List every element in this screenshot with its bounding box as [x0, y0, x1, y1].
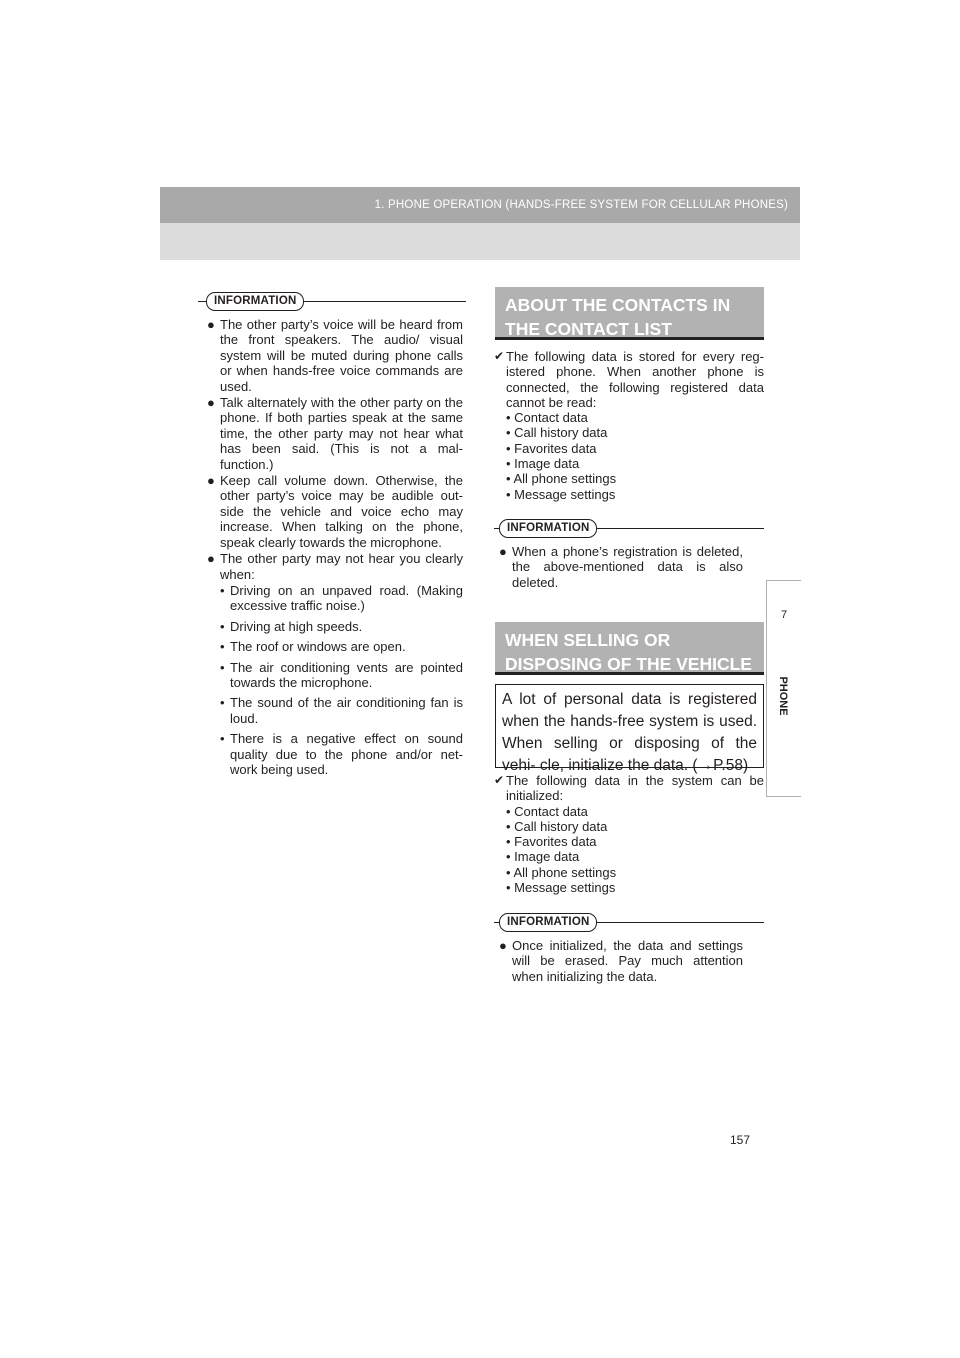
sub-list-item: • The sound of the air conditioning fan is loud. — [220, 695, 463, 726]
list-item: ● The other party may not hear you clearly when: • Driving on an unpaved road. (Making excessive traffic noise.) • Driving at high speeds. • The roof or windows are open. • The air conditioning vents are pointed towards the microphone. • The sound of the air conditioning fan is loud. • There is a negative effect on sound quality due to the phone and/or net- work being used. — [207, 551, 463, 777]
sub-list — [506, 410, 764, 502]
selling-list — [494, 773, 764, 895]
chapter-tab — [766, 580, 801, 797]
bullet-icon: ● — [499, 938, 507, 953]
page-header — [160, 187, 800, 260]
sub-list-item: • Favorites data — [506, 834, 597, 850]
list-item: ● The other party’s voice will be heard from the front speakers. The audio/ visual system will be muted during phone calls or when hands-free voice commands are used. — [207, 317, 463, 394]
sub-list-item: • Message settings — [506, 880, 616, 896]
contacts-list — [494, 349, 764, 502]
page-number: 157 — [729, 1133, 750, 1147]
information-list — [207, 317, 463, 777]
header-title: 1. PHONE OPERATION (HANDS-FREE SYSTEM FOR CELLULAR PHONES) — [374, 199, 788, 211]
sub-list-item: • There is a negative effect on sound quality due to the phone and/or net- work being used. — [220, 731, 463, 777]
check-icon: ✔ — [494, 773, 505, 787]
sub-list-item: • Driving on an unpaved road. (Making excessive traffic noise.) — [220, 582, 463, 614]
sub-list — [506, 804, 764, 896]
bullet-icon: ● — [207, 551, 215, 567]
information-badge: INFORMATION — [499, 519, 597, 538]
sub-list-item: • The roof or windows are open. — [220, 639, 406, 655]
chapter-number: 7 — [780, 609, 788, 621]
bullet-icon: ● — [207, 317, 215, 332]
sub-list-item: • Call history data — [506, 818, 608, 834]
bullet-icon: ● — [207, 473, 215, 489]
bullet-icon: ● — [207, 395, 215, 411]
sub-list-item: • Image data — [506, 849, 580, 865]
sub-list-item: • Call history data — [506, 425, 608, 441]
information-list — [499, 938, 743, 984]
list-item: ✔ The following data is stored for every reg- istered phone. When another phone is connected, the following registered data cannot be read: • Contact data • Call history data • Favorites data • Image data • All phone settings • Message settings — [494, 349, 764, 502]
sub-list-item: • Image data — [506, 456, 580, 472]
list-item: ● Once initialized, the data and settings will be erased. Pay much attention when initializing the data. — [499, 938, 743, 984]
bullet-icon: ● — [499, 544, 507, 559]
information-list — [499, 544, 743, 590]
list-item: ● Keep call volume down. Otherwise, the other party’s voice may be audible out- side the vehicle and voice echo may increase. When talking on the phone, speak clearly towards the microphone. — [207, 473, 463, 550]
sub-list — [220, 583, 463, 777]
sub-list-item: • All phone settings — [506, 471, 617, 487]
sub-list-item: • Favorites data — [506, 440, 597, 456]
notice-box: A lot of personal data is registered when the hands-free system is used. When selling or disposing of the vehi- cle, initialize the data. (→P.58) — [495, 684, 764, 768]
check-icon: ✔ — [494, 349, 505, 363]
list-item: ✔ The following data in the system can be initialized: • Contact data • Call history data • Favorites data • Image data • All phone settings • Message settings — [494, 773, 764, 896]
information-badge: INFORMATION — [499, 913, 597, 932]
list-item: ● When a phone’s registration is deleted, the above-mentioned data is also deleted. — [499, 544, 743, 590]
sub-list-item: • Contact data — [506, 803, 588, 819]
sub-list-item: • The air conditioning vents are pointed towards the microphone. — [220, 659, 463, 690]
section-title-contacts: ABOUT THE CONTACTS IN THE CONTACT LIST — [495, 287, 764, 340]
header-strip — [160, 187, 800, 223]
information-badge: INFORMATION — [206, 292, 304, 311]
sub-list-item: • Contact data — [506, 410, 588, 426]
sub-list-item: • Message settings — [506, 486, 616, 502]
sub-list-item: • All phone settings — [506, 864, 617, 880]
chapter-label: PHONE — [777, 676, 789, 716]
sub-list-item: • Driving at high speeds. — [220, 618, 363, 634]
section-title-selling: WHEN SELLING OR DISPOSING OF THE VEHICLE — [495, 622, 764, 675]
list-item: ● Talk alternately with the other party on the phone. If both parties speak at the same time, the other party may not hear what has been said. (This is not a mal- function.) — [207, 395, 463, 472]
